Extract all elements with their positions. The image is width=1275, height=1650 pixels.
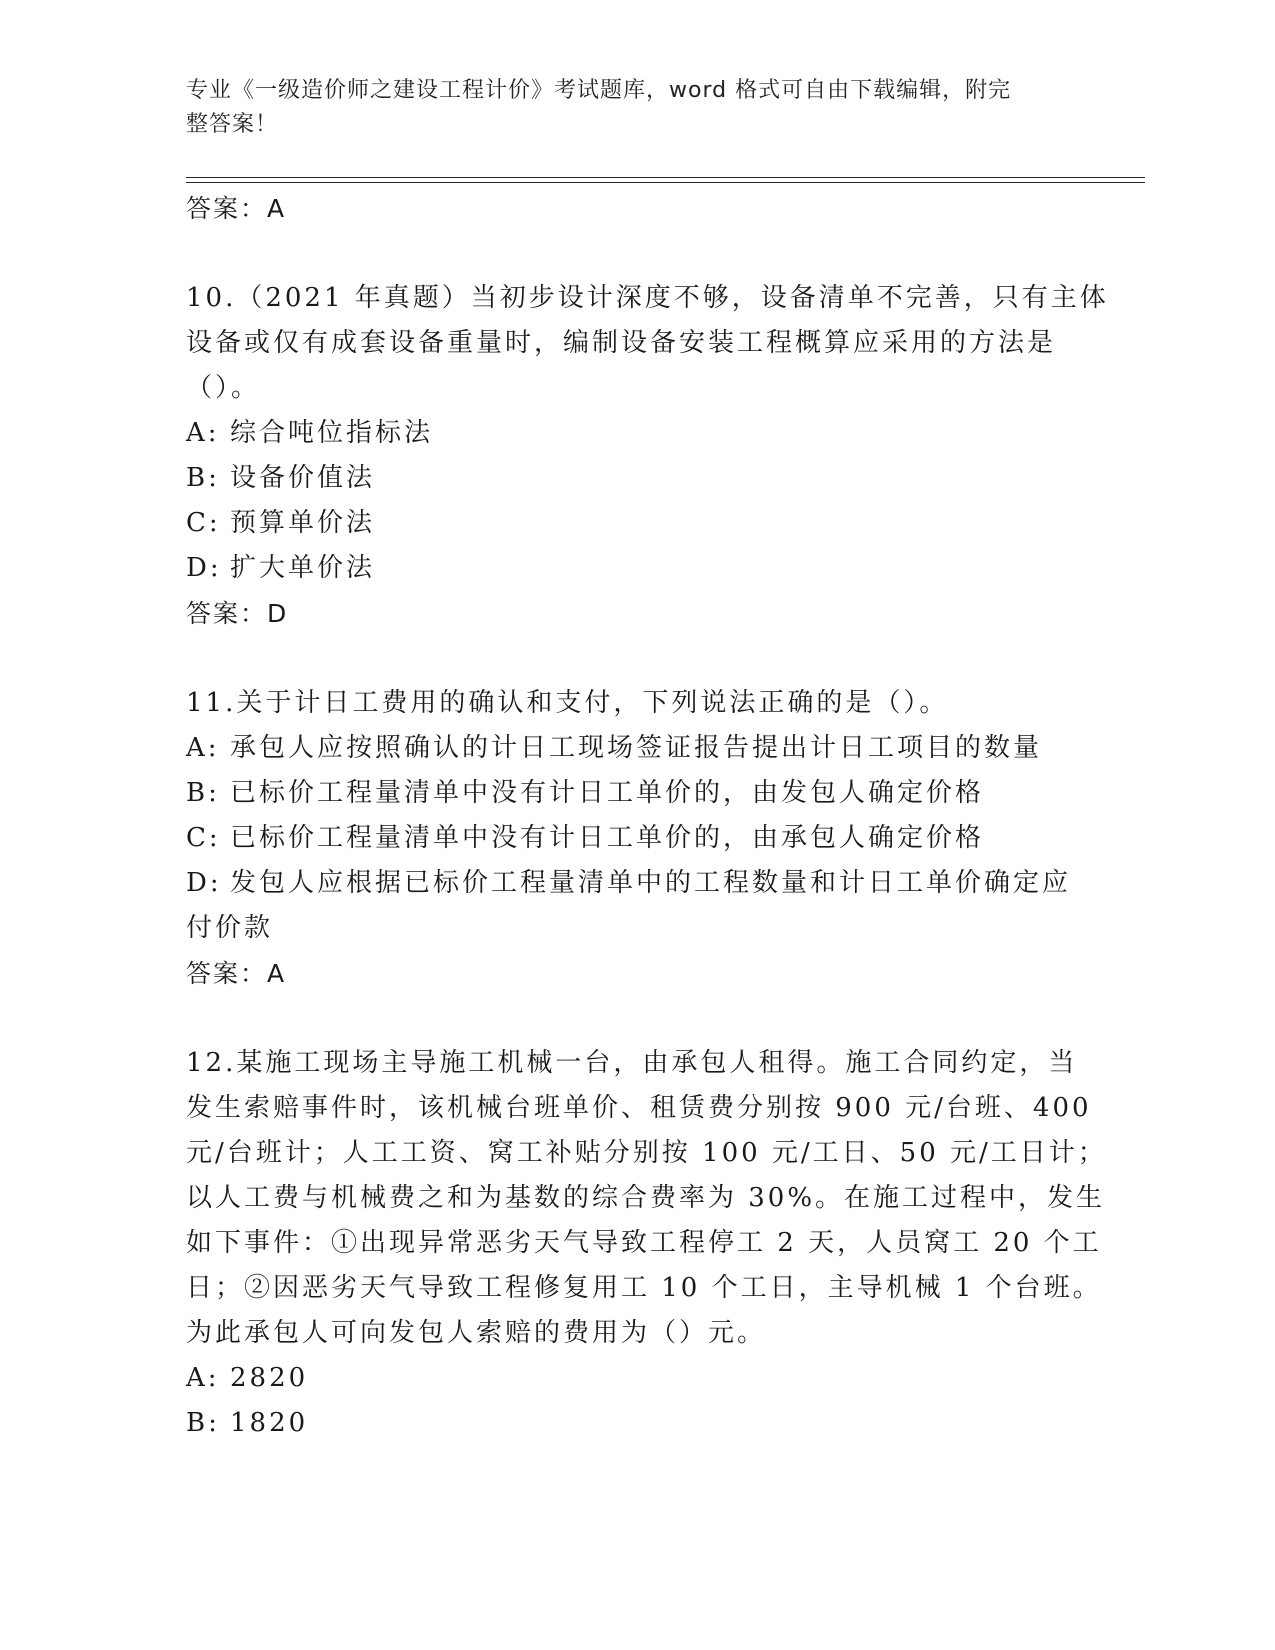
question-12-line-6: 日；②因恶劣天气导致工程修复用工 10 个工日，主导机械 1 个台班。 [186, 1273, 1102, 1303]
header-note [186, 74, 1056, 142]
option-text: 承包人应按照确认的计日工现场签证报告提出计日工项目的数量 [230, 733, 1043, 763]
header-note-line-1: 专业《一级造价师之建设工程计价》考试题库，word 格式可自由下载编辑，附完 [186, 78, 1012, 103]
option-key: A: [186, 1363, 220, 1393]
option-text: 已标价工程量清单中没有计日工单价的，由承包人确定价格 [230, 823, 985, 853]
question-11-option-b [186, 771, 1086, 816]
question-12-line-5: 如下事件：①出现异常恶劣天气导致工程停工 2 天，人员窝工 20 个工 [186, 1228, 1102, 1258]
previous-answer: 答案：A [186, 194, 287, 223]
question-12-option-a [186, 1356, 1086, 1401]
question-10-option-c [186, 501, 1086, 546]
question-11-option-a [186, 726, 1086, 771]
question-11-option-c [186, 816, 1086, 861]
option-key: A: [186, 418, 220, 448]
option-key: C: [186, 508, 221, 538]
question-11 [186, 681, 1086, 726]
question-10-line-2: 设备或仅有成套设备重量时，编制设备安装工程概算应采用的方法是 [186, 328, 1057, 358]
option-key: B: [186, 1408, 220, 1438]
option-text: 已标价工程量清单中没有计日工单价的，由发包人确定价格 [230, 778, 985, 808]
option-text: 扩大单价法 [230, 553, 376, 583]
option-text: 发包人应根据已标价工程量清单中的工程数量和计日工单价确定应 [230, 868, 1072, 898]
option-key: B: [186, 463, 220, 493]
option-text: 预算单价法 [230, 508, 376, 538]
question-12 [186, 1041, 1107, 1356]
option-text: 设备价值法 [230, 463, 376, 493]
question-11-option-d-continuation: 付价款 [186, 913, 274, 943]
header-divider-top [186, 177, 1145, 178]
question-11-answer: 答案：A [186, 959, 287, 988]
question-12-line-3: 元/台班计；人工工资、窝工补贴分别按 100 元/工日、50 元/工日计； [186, 1138, 1107, 1168]
question-11-line-1: 11.关于计日工费用的确认和支付，下列说法正确的是（）。 [186, 688, 949, 718]
header-note-line-2: 整答案！ [186, 112, 279, 137]
question-10-line-1: 10.（2021 年真题）当初步设计深度不够，设备清单不完善，只有主体 [186, 283, 1109, 313]
question-10-option-b [186, 456, 1086, 501]
question-12-line-1: 12.某施工现场主导施工机械一台，由承包人租得。施工合同约定，当 [186, 1048, 1078, 1078]
header-divider-bottom [186, 182, 1145, 183]
option-key: A: [186, 733, 220, 763]
question-10-answer: 答案：D [186, 599, 289, 628]
question-10 [186, 276, 1109, 411]
option-key: B: [186, 778, 220, 808]
question-content [186, 186, 1109, 1446]
question-12-line-4: 以人工费与机械费之和为基数的综合费率为 30%。在施工过程中，发生 [186, 1183, 1106, 1213]
question-12-line-2: 发生索赔事件时，该机械台班单价、租赁费分别按 900 元/台班、400 [186, 1093, 1092, 1123]
spacer [186, 996, 1086, 1041]
question-10-option-d [186, 546, 1086, 591]
question-10-option-a [186, 411, 1086, 456]
option-text: 2820 [230, 1363, 309, 1393]
option-text: 综合吨位指标法 [230, 418, 434, 448]
question-10-line-3: （）。 [186, 373, 261, 403]
question-12-option-b [186, 1401, 1086, 1446]
option-key: D: [186, 553, 222, 583]
option-key: C: [186, 823, 221, 853]
option-text: 1820 [230, 1408, 309, 1438]
option-key: D: [186, 868, 222, 898]
spacer [186, 231, 1086, 276]
question-12-line-7: 为此承包人可向发包人索赔的费用为（）元。 [186, 1318, 767, 1348]
spacer [186, 636, 1086, 681]
question-11-option-d [186, 861, 1086, 906]
